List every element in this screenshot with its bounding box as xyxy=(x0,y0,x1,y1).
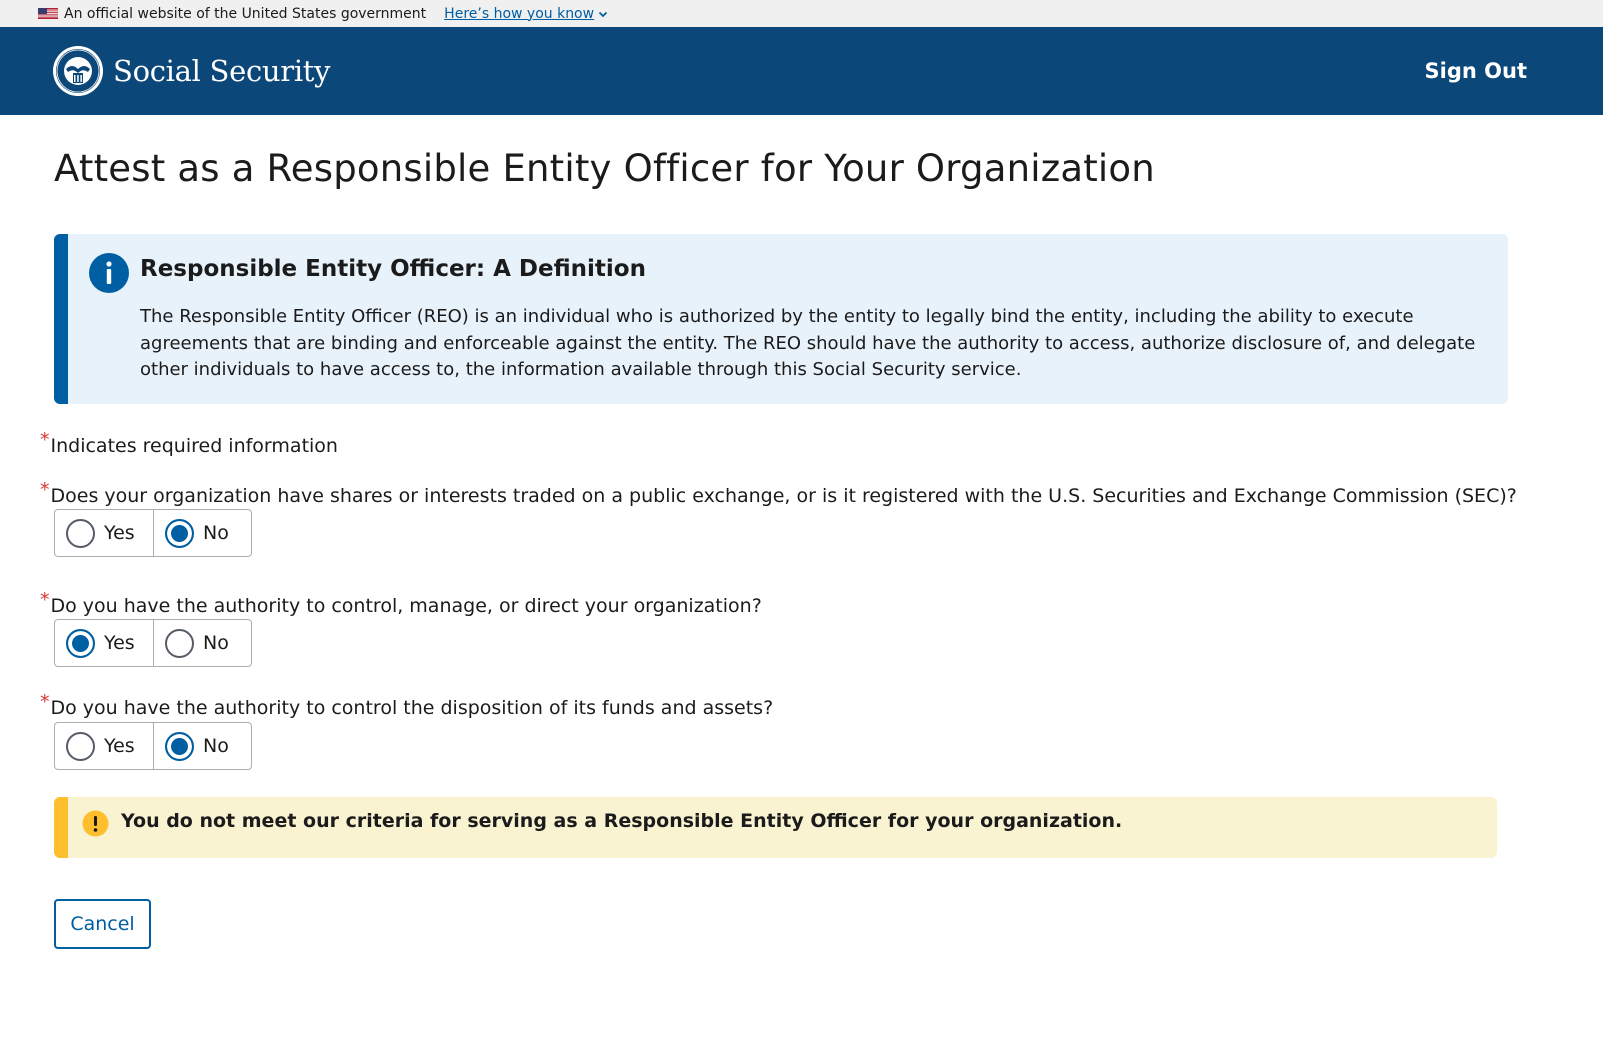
info-title: Responsible Entity Officer: A Definition xyxy=(140,256,646,282)
eligibility-warning-alert xyxy=(54,797,1497,858)
radio-button-unchecked[interactable] xyxy=(66,732,95,761)
how-you-know-label: Here’s how you know xyxy=(444,5,595,22)
site-header xyxy=(0,27,1603,115)
us-flag-icon xyxy=(38,8,58,19)
definition-info-box xyxy=(54,234,1508,404)
radio-group-authority-funds xyxy=(54,722,252,770)
brand-name: Social Security xyxy=(113,54,331,88)
radio-label-yes: Yes xyxy=(104,522,135,544)
chevron-down-icon xyxy=(598,9,608,19)
radio-group-authority-manage xyxy=(54,619,252,667)
question-label: Do you have the authority to control, manage, or direct your organization? xyxy=(50,595,762,617)
radio-label-no: No xyxy=(203,522,229,544)
radio-label-no: No xyxy=(203,735,229,757)
radio-button-checked[interactable] xyxy=(165,732,194,761)
radio-button-checked[interactable] xyxy=(66,629,95,658)
required-asterisk: * xyxy=(40,429,50,451)
required-asterisk: * xyxy=(40,691,50,713)
radio-button-checked[interactable] xyxy=(165,519,194,548)
warning-text: You do not meet our criteria for serving as a Responsible Entity Officer for your organization. xyxy=(121,810,1123,832)
radio-button-unchecked[interactable] xyxy=(66,519,95,548)
required-asterisk: * xyxy=(40,589,50,611)
brand-home-link[interactable] xyxy=(52,45,330,97)
radio-sec-no[interactable] xyxy=(153,510,251,556)
question-authority-funds xyxy=(40,691,774,719)
question-label: Does your organization have shares or interests traded on a public exchange, or is it registered with the U.S. Securities and Exchange Commission (SEC)? xyxy=(50,485,1517,507)
question-sec-registration xyxy=(40,479,1517,507)
gov-banner xyxy=(0,0,1603,27)
required-asterisk: * xyxy=(40,479,50,501)
how-you-know-link[interactable] xyxy=(444,6,608,22)
sign-out-link[interactable]: Sign Out xyxy=(1424,59,1527,83)
ssa-seal-icon xyxy=(52,45,104,97)
radio-manage-yes[interactable] xyxy=(55,620,153,666)
warning-icon xyxy=(82,810,109,837)
gov-banner-text: An official website of the United States government xyxy=(64,5,427,22)
radio-label-yes: Yes xyxy=(104,632,135,654)
radio-group-sec-registration xyxy=(54,509,252,557)
required-note-text: Indicates required information xyxy=(50,435,338,457)
question-authority-manage xyxy=(40,589,762,617)
radio-funds-yes[interactable] xyxy=(55,723,153,769)
radio-label-yes: Yes xyxy=(104,735,135,757)
radio-manage-no[interactable] xyxy=(153,620,251,666)
radio-funds-no[interactable] xyxy=(153,723,251,769)
radio-button-unchecked[interactable] xyxy=(165,629,194,658)
cancel-button[interactable]: Cancel xyxy=(54,899,151,949)
radio-sec-yes[interactable] xyxy=(55,510,153,556)
required-note xyxy=(40,429,338,457)
page-title: Attest as a Responsible Entity Officer for Your Organization xyxy=(54,147,1155,190)
radio-label-no: No xyxy=(203,632,229,654)
info-body: The Responsible Entity Officer (REO) is an individual who is authorized by the entity to legally bind the entity, including the ability to execute agreements that are binding and enforceable against the entity. The REO should have the authority to access, authorize disclosure of, and delegate other individuals to have access to, the information available through this Social Security service. xyxy=(140,306,1476,380)
question-label: Do you have the authority to control the disposition of its funds and assets? xyxy=(50,697,774,719)
info-icon xyxy=(89,253,129,293)
